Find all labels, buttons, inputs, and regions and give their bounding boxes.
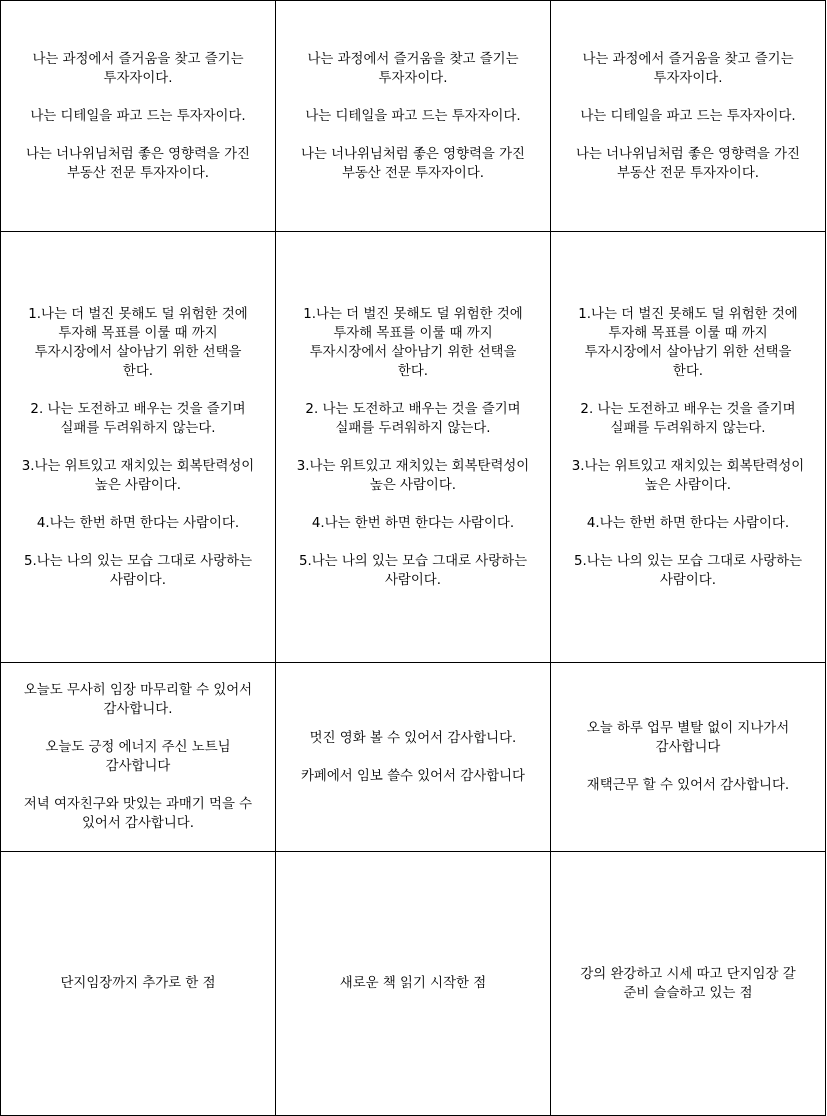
cell-paragraph: 강의 완강하고 시세 따고 단지임장 갈 준비 슬슬하고 있는 점: [580, 966, 796, 1001]
table-cell: [551, 1, 826, 232]
cell-paragraph: 새로운 책 읽기 시작한 점: [339, 976, 487, 991]
cell-paragraph: 4.나는 한번 하면 한다는 사람이다.: [586, 515, 790, 531]
cell-content: [7, 681, 269, 833]
principles-row: [1, 232, 826, 663]
cell-paragraph: 1.나는 더 벌진 못해도 덜 위험한 것에 투자해 목표를 이룰 때 까지 투자시장에서 살아남기 위한 선택을 한다.: [578, 306, 798, 379]
cell-paragraph: 나는 디테일을 파고 드는 투자자이다.: [580, 108, 796, 124]
cell-content: [557, 719, 819, 795]
table-cell: [551, 852, 826, 1116]
cell-paragraph: 1.나는 더 벌진 못해도 덜 위험한 것에 투자해 목표를 이룰 때 까지 투자시장에서 살아남기 위한 선택을 한다.: [28, 306, 248, 379]
cell-paragraph: 1.나는 더 벌진 못해도 덜 위험한 것에 투자해 목표를 이룰 때 까지 투자시장에서 살아남기 위한 선택을 한다.: [303, 306, 523, 379]
cell-paragraph: 나는 과정에서 즐거움을 찾고 즐기는 투자자이다.: [307, 51, 519, 86]
cell-paragraph: 4.나는 한번 하면 한다는 사람이다.: [311, 515, 515, 531]
cell-paragraph: 2. 나는 도전하고 배우는 것을 즐기며 실패를 두려워하지 않는다.: [305, 401, 521, 436]
cell-paragraph: 3.나는 위트있고 재치있는 회복탄력성이 높은 사람이다.: [571, 458, 805, 493]
cell-content: [557, 305, 819, 590]
cell-paragraph: 멋진 영화 볼 수 있어서 감사합니다.: [309, 730, 517, 746]
cell-paragraph: 재택근무 할 수 있어서 감사합니다.: [586, 778, 790, 793]
cell-paragraph: 5.나는 나의 있는 모습 그대로 사랑하는 사람이다.: [23, 553, 253, 588]
cell-paragraph: 오늘도 긍정 에너지 주신 노트님 감사합니다: [45, 740, 231, 774]
cell-content: [7, 974, 269, 993]
cell-paragraph: 저녁 여자친구와 맛있는 과매기 먹을 수 있어서 감사합니다.: [23, 797, 253, 831]
cell-paragraph: 4.나는 한번 하면 한다는 사람이다.: [36, 515, 240, 531]
cell-paragraph: 2. 나는 도전하고 배우는 것을 즐기며 실패를 두려워하지 않는다.: [30, 401, 246, 436]
cell-paragraph: 나는 디테일을 파고 드는 투자자이다.: [30, 108, 246, 124]
table-cell: [1, 663, 276, 852]
cell-paragraph: 오늘 하루 업무 별탈 없이 지나가서 감사합니다: [586, 721, 790, 755]
table-cell: [1, 852, 276, 1116]
gratitude-row: [1, 663, 826, 852]
cell-paragraph: 나는 너나위님처럼 좋은 영향력을 가진 부동산 전문 투자자이다.: [26, 146, 250, 181]
table-cell: [551, 663, 826, 852]
table-cell: [276, 852, 551, 1116]
cell-content: [282, 50, 544, 183]
affirmations-row: [1, 1, 826, 232]
cell-paragraph: 나는 너나위님처럼 좋은 영향력을 가진 부동산 전문 투자자이다.: [301, 146, 525, 181]
cell-content: [557, 50, 819, 183]
cell-paragraph: 5.나는 나의 있는 모습 그대로 사랑하는 사람이다.: [573, 553, 803, 588]
cell-paragraph: 3.나는 위트있고 재치있는 회복탄력성이 높은 사람이다.: [21, 458, 255, 493]
cell-paragraph: 단지임장까지 추가로 한 점: [60, 976, 216, 991]
table-cell: [276, 1, 551, 232]
table-cell: [276, 663, 551, 852]
cell-paragraph: 3.나는 위트있고 재치있는 회복탄력성이 높은 사람이다.: [296, 458, 530, 493]
cell-paragraph: 2. 나는 도전하고 배우는 것을 즐기며 실패를 두려워하지 않는다.: [580, 401, 796, 436]
cell-paragraph: 오늘도 무사히 임장 마무리할 수 있어서 감사합니다.: [23, 683, 253, 717]
cell-content: [282, 729, 544, 786]
cell-paragraph: 나는 과정에서 즐거움을 찾고 즐기는 투자자이다.: [582, 51, 794, 86]
cell-content: [557, 965, 819, 1003]
cell-paragraph: 5.나는 나의 있는 모습 그대로 사랑하는 사람이다.: [298, 553, 528, 588]
cell-content: [282, 305, 544, 590]
cell-paragraph: 나는 과정에서 즐거움을 찾고 즐기는 투자자이다.: [32, 51, 244, 86]
cell-content: [7, 50, 269, 183]
cell-content: [282, 974, 544, 993]
cell-paragraph: 카페에서 임보 쓸수 있어서 감사합니다: [301, 768, 525, 784]
cell-paragraph: 나는 너나위님처럼 좋은 영향력을 가진 부동산 전문 투자자이다.: [576, 146, 800, 181]
table-cell: [1, 232, 276, 663]
praise-row: [1, 852, 826, 1116]
cell-content: [7, 305, 269, 590]
table-cell: [1, 1, 276, 232]
table-cell: [551, 232, 826, 663]
journal-table-body: [1, 1, 826, 1116]
cell-paragraph: 나는 디테일을 파고 드는 투자자이다.: [305, 108, 521, 124]
table-cell: [276, 232, 551, 663]
